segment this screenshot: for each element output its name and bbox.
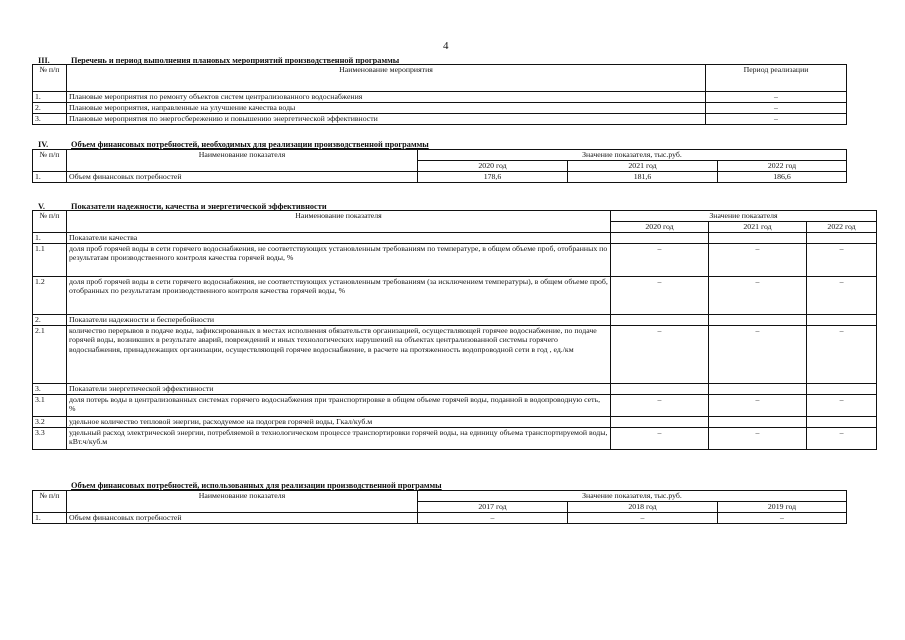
section-6-title: Объем финансовых потребностей, использованных для реализации производственной программы xyxy=(71,481,442,490)
year-header: 2022 год xyxy=(718,161,847,172)
col-header-name: Наименование показателя xyxy=(67,211,611,233)
table-row xyxy=(33,513,847,524)
row-number: 3. xyxy=(33,383,67,394)
row-value xyxy=(611,416,709,427)
col-header-no: № п/п xyxy=(33,65,67,92)
table-row xyxy=(33,243,877,276)
section-5-number: V. xyxy=(38,202,45,211)
row-value: – xyxy=(611,276,709,314)
col-header-name: Наименование показателя xyxy=(67,491,418,513)
row-number: 1.2 xyxy=(33,276,67,314)
row-name: удельное количество тепловой энергии, расходуемое на подогрев горячей воды, Гкал/куб.м xyxy=(67,416,611,427)
table-row xyxy=(33,325,877,383)
row-value: – xyxy=(807,394,877,416)
row-value: – xyxy=(611,394,709,416)
row-value: – xyxy=(709,394,807,416)
table-row xyxy=(33,383,877,394)
section-3-table xyxy=(32,64,847,125)
row-value xyxy=(709,416,807,427)
col-header-no: № п/п xyxy=(33,211,67,233)
table-row xyxy=(33,314,877,325)
section-4-table xyxy=(32,149,847,183)
table-row xyxy=(33,232,877,243)
row-name: Плановые мероприятия по ремонту объектов систем централизованного водоснабжения xyxy=(67,92,706,103)
col-header-name: Наименование мероприятия xyxy=(67,65,706,92)
row-name: доля проб горячей воды в сети горячего водоснабжения, не соответствующих установленным требованиям по температуре, в общем объеме проб, отобранных по результатам производственного контроля качества горячей воды, % xyxy=(67,243,611,276)
table-row xyxy=(33,114,847,125)
row-value: – xyxy=(568,513,718,524)
row-number: 1. xyxy=(33,172,67,183)
row-name: Показатели качества xyxy=(67,232,611,243)
year-header: 2020 год xyxy=(418,161,568,172)
row-value: 186,6 xyxy=(718,172,847,183)
col-header-value: Значение показателя xyxy=(611,211,877,222)
row-number: 2.1 xyxy=(33,325,67,383)
row-number: 3.2 xyxy=(33,416,67,427)
row-name: Плановые мероприятия, направленные на улучшение качества воды xyxy=(67,103,706,114)
page-number: 4 xyxy=(443,40,449,52)
row-number: 2. xyxy=(33,314,67,325)
row-value: – xyxy=(807,276,877,314)
row-value: – xyxy=(807,243,877,276)
col-header-period: Период реализации xyxy=(706,65,847,92)
row-name: Показатели энергетической эффективности xyxy=(67,383,611,394)
table-row xyxy=(33,92,847,103)
section-3-number: III. xyxy=(38,56,50,65)
section-3-title: Перечень и период выполнения плановых мероприятий производственной программы xyxy=(71,56,400,65)
col-header-value: Значение показателя, тыс.руб. xyxy=(418,150,847,161)
row-number: 1. xyxy=(33,513,67,524)
table-row xyxy=(33,394,877,416)
row-period: – xyxy=(706,92,847,103)
table-row xyxy=(33,427,877,449)
row-value: 178,6 xyxy=(418,172,568,183)
year-header: 2019 год xyxy=(718,502,847,513)
row-name: количество перерывов в подаче воды, зафиксированных в местах исполнения обязательств организацией, осуществляющей горячее водоснабжение, по подаче горячей воды, возникших в результате аварий, повреждений и иных технологических нарушений на объектах централизованной системы горячего водоснабжения, принадлежащих организации, осуществляющей горячее водоснабжение, в расчете на протяженность водопроводной сети в год , ед./км xyxy=(67,325,611,383)
row-number: 2. xyxy=(33,103,67,114)
row-number: 3. xyxy=(33,114,67,125)
row-period: – xyxy=(706,114,847,125)
year-header: 2020 год xyxy=(611,221,709,232)
row-value: – xyxy=(611,243,709,276)
table-row xyxy=(33,103,847,114)
row-period: – xyxy=(706,103,847,114)
table-row xyxy=(33,416,877,427)
row-name: Объем финансовых потребностей xyxy=(67,172,418,183)
row-value: – xyxy=(611,325,709,383)
row-number: 3.3 xyxy=(33,427,67,449)
row-value: – xyxy=(709,243,807,276)
row-value: – xyxy=(418,513,568,524)
section-4-number: IV. xyxy=(38,140,49,149)
row-value xyxy=(807,416,877,427)
row-value: – xyxy=(709,427,807,449)
col-header-name: Наименование показателя xyxy=(67,150,418,172)
section-4-title: Объем финансовых потребностей, необходимых для реализации производственной программы xyxy=(71,140,429,149)
col-header-no: № п/п xyxy=(33,491,67,513)
row-name: удельный расход электрической энергии, потребляемой в технологическом процессе транспортировки горячей воды, на единицу объема транспортируемой воды, кВт.ч/куб.м xyxy=(67,427,611,449)
row-value: – xyxy=(611,427,709,449)
table-row xyxy=(33,172,847,183)
year-header: 2018 год xyxy=(568,502,718,513)
year-header: 2022 год xyxy=(807,221,877,232)
section-5-title: Показатели надежности, качества и энергетической эффективности xyxy=(71,202,327,211)
year-header: 2021 год xyxy=(709,221,807,232)
row-name: Плановые мероприятия по энергосбережению и повышению энергетической эффективности xyxy=(67,114,706,125)
section-5-table xyxy=(32,210,877,450)
row-value: 181,6 xyxy=(568,172,718,183)
year-header: 2021 год xyxy=(568,161,718,172)
col-header-no: № п/п xyxy=(33,150,67,172)
row-value: – xyxy=(709,325,807,383)
row-number: 1. xyxy=(33,92,67,103)
row-name: доля потерь воды в централизованных системах горячего водоснабжения при транспортировке в общем объеме горячей воды, поданной в водопроводную сеть, % xyxy=(67,394,611,416)
row-name: доля проб горячей воды в сети горячего водоснабжения, не соответствующих установленным требованиям (за исключением температуры), в общем объеме проб, отобранных по результатам производственного контроля качества горячей воды, % xyxy=(67,276,611,314)
row-number: 3.1 xyxy=(33,394,67,416)
row-value: – xyxy=(807,427,877,449)
row-value: – xyxy=(718,513,847,524)
col-header-value: Значение показателя, тыс.руб. xyxy=(418,491,847,502)
row-value: – xyxy=(709,276,807,314)
row-value: – xyxy=(807,325,877,383)
row-number: 1.1 xyxy=(33,243,67,276)
row-name: Объем финансовых потребностей xyxy=(67,513,418,524)
row-name: Показатели надежности и бесперебойности xyxy=(67,314,611,325)
section-6-table xyxy=(32,490,847,524)
row-number: 1. xyxy=(33,232,67,243)
table-row xyxy=(33,276,877,314)
year-header: 2017 год xyxy=(418,502,568,513)
